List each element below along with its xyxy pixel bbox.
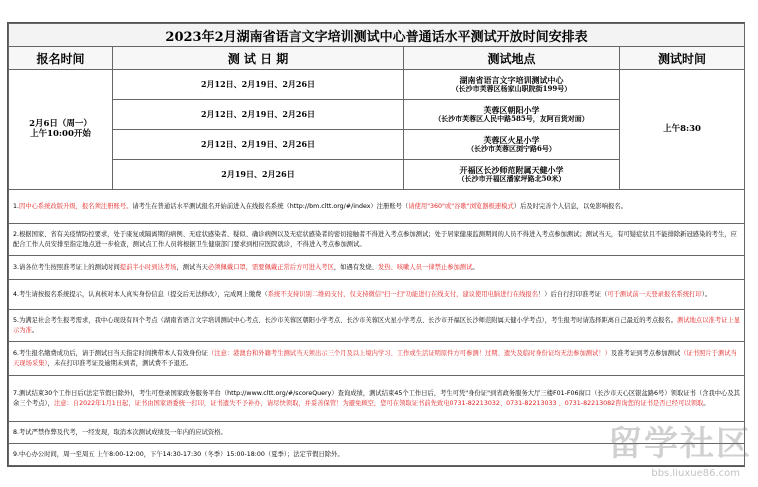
note-3: 3.请各位考生按照准考证上的测试时间提前半小时到达考场，测试当天必须佩戴口罩，需要佩戴正常后方可进入考区，如遇有发烧、发热、咳嗽人员一律禁止参加测试。: [9, 256, 745, 280]
place-address: （长沙市芙蓉区浏宁路6号）: [467, 144, 556, 154]
place-cell: [404, 160, 620, 190]
place-address: （长沙市芙蓉区杨家山职院街199号）: [451, 84, 572, 94]
register-line2: 上午10:00开始: [30, 128, 91, 139]
dates-cell: 2月12日、2月19日、2月26日: [113, 100, 404, 130]
note-9: 9.中心办公时间，周一至周五 上午8:00-12:00，下午14:30-17:30（冬季）15:00-18:00（夏季）；法定节假日除外。: [9, 444, 745, 466]
dates-cell: 2月12日、2月19日、2月26日: [113, 130, 404, 160]
place-cell: [404, 70, 620, 100]
register-cell: [9, 70, 113, 190]
place-name: 湖南省语言文字培训测试中心: [459, 74, 564, 85]
dates-cell: 2月19日、2月26日: [113, 160, 404, 190]
place-name: 开福区长沙师范附属天健小学: [459, 164, 564, 175]
schedule-sheet: [7, 22, 745, 467]
header-row: [9, 47, 745, 70]
header-time: 测试时间: [620, 47, 745, 70]
note-8: 8.考试严禁作弊及代考，一经发现，取消本次测试成绩及一年内的应试资格。: [9, 422, 745, 444]
place-address: （长沙市开福区潘家坪路北50米）: [457, 174, 566, 184]
dates-cell: 2月12日、2月19日、2月26日: [113, 70, 404, 100]
watermark-logo: 留学社区: [608, 424, 752, 464]
place-cell: [404, 100, 620, 130]
note-4: 4.考生请按报名系统提示，认真核对本人真实身份信息（提交后无法修改），完成网上缴费（系统不支持识别二维码支付，仅支持微信"扫一扫"功能进行在线支付，建议使用电脑进行在线报名！）后自行打印准考证（可于测试前一天登录报名系统打印）。: [9, 280, 745, 310]
header-place: 测试地点: [404, 47, 620, 70]
schedule-table: [8, 23, 745, 466]
note-5: 5.为满足社会考生报考需求，我中心现设有四个考点（湖南省语言文字培训测试中心考点、长沙市芙蓉区朝阳小学考点、长沙市芙蓉区火星小学考点、长沙市开福区长沙师范附属天健小学考点），考生报考时请选择距离自己最近的考点报名。测试地点以准考证上显示为准。: [9, 310, 745, 342]
place-address: （长沙市芙蓉区人民中路585号，友阿百货对面）: [434, 114, 589, 124]
test-time-cell: 上午8:30: [620, 70, 745, 190]
place-cell: [404, 130, 620, 160]
header-register: 报名时间: [9, 47, 113, 70]
page-title: 2023年2月湖南省语言文字培训测试中心普通话水平测试开放时间安排表: [9, 24, 745, 47]
note-6: 6.考生报名缴费成功后，请于测试日当天指定时间携带本人有效身份证（注意：港澳台和外籍考生测试当天须出示三个月及以上境内学习、工作或生活证明原件方可参测！过期、遗失及临时身份证均无法参加测试！）及准考证到考点参加测试（证书照片于测试当天现场采集），未在打印准考证及逾期未到者，测试费不予退还。: [9, 342, 745, 376]
watermark-url: bbs.liuxue86.com: [651, 468, 740, 479]
header-dates: 测 试 日 期: [113, 47, 404, 70]
place-name: 芙蓉区朝阳小学: [483, 104, 540, 115]
note-2: 2.根据国家、省有关疫情防控要求，处于康复或隔离期的病例、无症状感染者、疑似、确诊病例以及无症状感染者的密切接触者不得进入考点参加测试；处于居家健康监测期间的人员不得进入考点参加测试；测试当天，有可疑症状且不能排除新冠感染的考生，应配合工作人员安排至指定地点进一步检查，测试点工作人员将根据卫生健康部门要求到相应医院就诊，不得进入考点参加测试。: [9, 224, 745, 256]
register-line1: 2月6日（周一）: [29, 118, 92, 129]
note-1: 1.因中心系统改版升级，报名须注册账号。请考生在普通话水平测试报名开始前进入在线报名系统（http://bm.cltt.org/#/index）注册账号（请使用"360"或"谷歌"浏览器极速模式）后及时完善个人信息，以免影响报名。: [9, 190, 745, 224]
place-name: 芙蓉区火星小学: [483, 134, 540, 145]
note-7: 7.测试结束30个工作日后(法定节假日除外)，考生可登录国家政务服务平台（http://www.cltt.org/#/scoreQuery）查询成绩，测试结束45个工作日后，考生可凭"身份证"到省政务服务大厅三楼F01-F06窗口（长沙市天心区银盆路6号）领取证书（含我中心及其余三个考点），注意：自2022年1月1日起，证书由国家语委统一打印，证书遗失不予补办，请尽快领取，并妥善保管！为避免顾空，您可在领取证书前先致电0731-82213032、0731-82213033 、0731-82213082咨询您的证书是否已经可以领取。: [9, 376, 745, 422]
table-row: [9, 70, 745, 100]
